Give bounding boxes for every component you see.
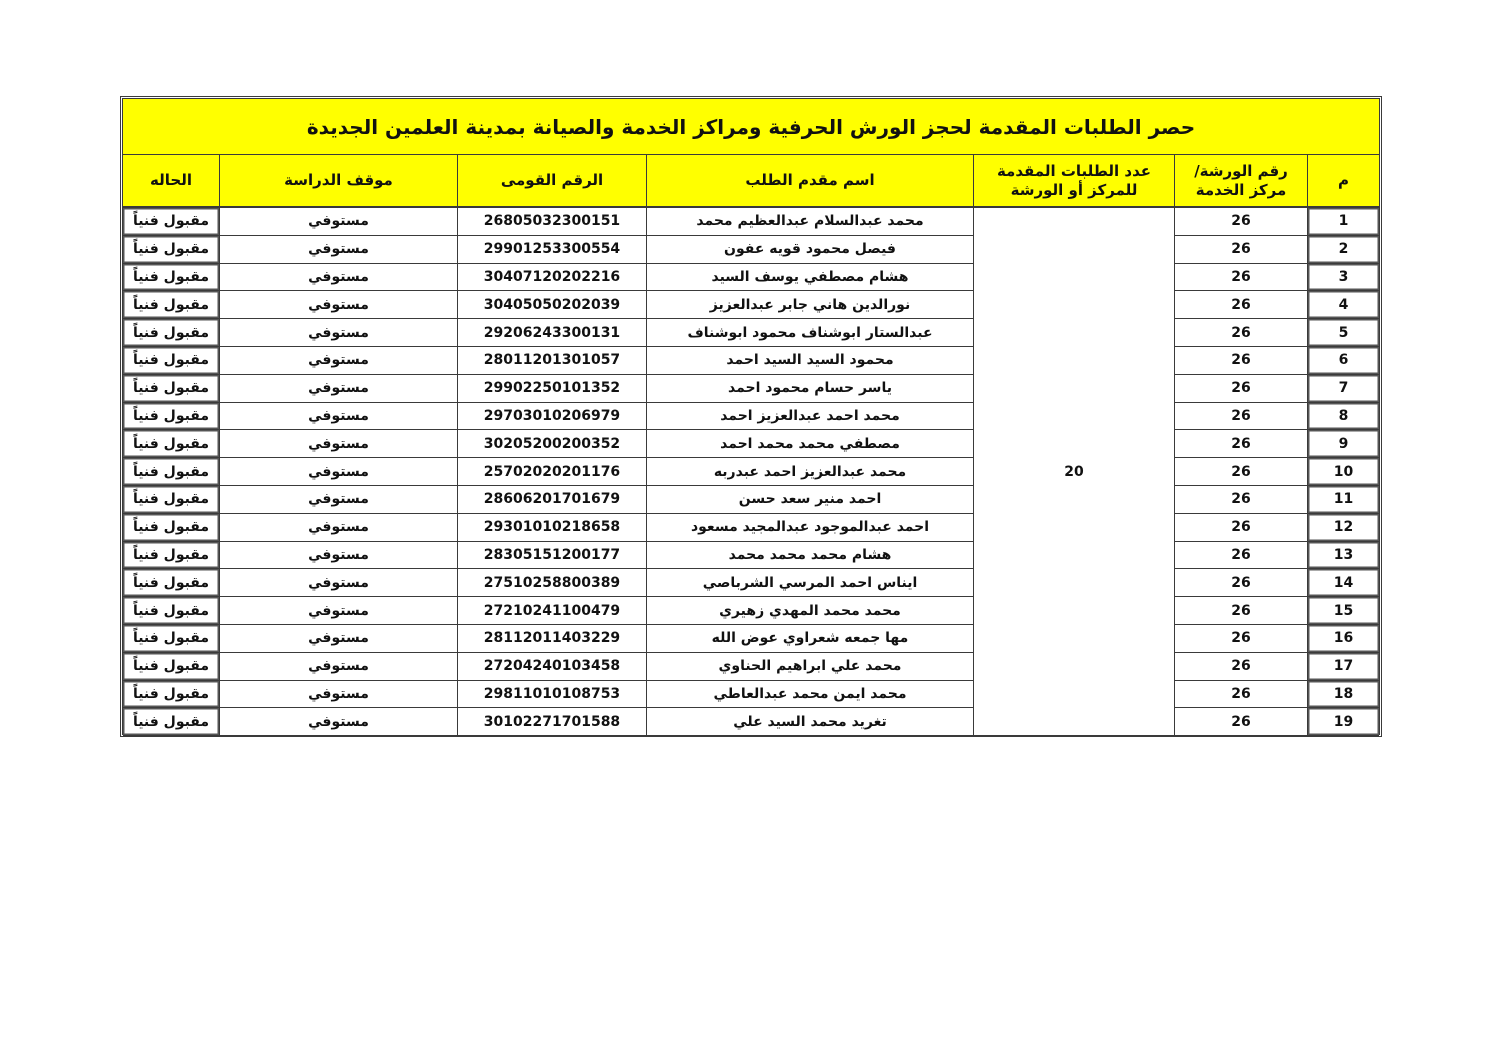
applicant-name-cell: ياسر حسام محمود احمد xyxy=(647,375,974,403)
status-cell: مقبول فنياً xyxy=(123,625,220,653)
national-id-cell: 26805032300151 xyxy=(458,208,647,236)
workshop-number-cell: 26 xyxy=(1175,375,1308,403)
national-id-cell: 30407120202216 xyxy=(458,264,647,292)
serial-cell: 13 xyxy=(1308,542,1379,570)
workshop-number-cell: 26 xyxy=(1175,625,1308,653)
serial-cell: 9 xyxy=(1308,430,1379,458)
applicant-name-cell: نورالدين هاني جابر عبدالعزيز xyxy=(647,291,974,319)
status-cell: مقبول فنياً xyxy=(123,236,220,264)
applicant-name-cell: محمد محمد المهدي زهيري xyxy=(647,597,974,625)
national-id-cell: 29301010218658 xyxy=(458,514,647,542)
national-id-cell: 27204240103458 xyxy=(458,653,647,681)
study-stance-cell: مستوفي xyxy=(220,569,458,597)
status-cell: مقبول فنياً xyxy=(123,264,220,292)
serial-cell: 5 xyxy=(1308,319,1379,347)
national-id-cell: 28305151200177 xyxy=(458,542,647,570)
requests-count-cell xyxy=(974,208,1175,736)
status-cell: مقبول فنياً xyxy=(123,430,220,458)
study-stance-cell: مستوفي xyxy=(220,542,458,570)
serial-cell: 1 xyxy=(1308,208,1379,236)
status-cell: مقبول فنياً xyxy=(123,208,220,236)
study-stance-cell: مستوفي xyxy=(220,375,458,403)
serial-cell: 4 xyxy=(1308,291,1379,319)
applicant-name-cell: فيصل محمود قويه عفون xyxy=(647,236,974,264)
workshop-number-cell: 26 xyxy=(1175,347,1308,375)
serial-cell: 16 xyxy=(1308,625,1379,653)
study-stance-cell: مستوفي xyxy=(220,208,458,236)
serial-cell: 7 xyxy=(1308,375,1379,403)
serial-cell: 11 xyxy=(1308,486,1379,514)
serial-cell: 8 xyxy=(1308,403,1379,431)
workshop-number-cell: 26 xyxy=(1175,708,1308,736)
study-stance-cell: مستوفي xyxy=(220,236,458,264)
workshop-number-cell: 26 xyxy=(1175,542,1308,570)
workshop-number-cell: 26 xyxy=(1175,291,1308,319)
applicant-name-cell: تغريد محمد السيد علي xyxy=(647,708,974,736)
workshop-number-cell: 26 xyxy=(1175,653,1308,681)
header-workshop-number: رقم الورشة/ مركز الخدمة xyxy=(1175,155,1308,208)
national-id-cell: 25702020201176 xyxy=(458,458,647,486)
study-stance-cell: مستوفي xyxy=(220,264,458,292)
national-id-cell: 27510258800389 xyxy=(458,569,647,597)
applications-table xyxy=(120,96,1382,737)
workshop-number-cell: 26 xyxy=(1175,681,1308,709)
serial-cell: 3 xyxy=(1308,264,1379,292)
applicant-name-cell: محمد ايمن محمد عبدالعاطي xyxy=(647,681,974,709)
national-id-cell: 30205200200352 xyxy=(458,430,647,458)
status-cell: مقبول فنياً xyxy=(123,375,220,403)
status-cell: مقبول فنياً xyxy=(123,569,220,597)
national-id-cell: 29901253300554 xyxy=(458,236,647,264)
study-stance-cell: مستوفي xyxy=(220,319,458,347)
header-study-stance: موقف الدراسة xyxy=(220,155,458,208)
study-stance-cell: مستوفي xyxy=(220,347,458,375)
study-stance-cell: مستوفي xyxy=(220,708,458,736)
status-cell: مقبول فنياً xyxy=(123,486,220,514)
national-id-cell: 29206243300131 xyxy=(458,319,647,347)
workshop-number-cell: 26 xyxy=(1175,458,1308,486)
study-stance-cell: مستوفي xyxy=(220,597,458,625)
workshop-number-cell: 26 xyxy=(1175,569,1308,597)
applicant-name-cell: محمود السيد السيد احمد xyxy=(647,347,974,375)
applicant-name-cell: محمد علي ابراهيم الحناوي xyxy=(647,653,974,681)
study-stance-cell: مستوفي xyxy=(220,653,458,681)
applicant-name-cell: مها جمعه شعراوي عوض الله xyxy=(647,625,974,653)
applicant-name-cell: هشام مصطفي يوسف السيد xyxy=(647,264,974,292)
serial-cell: 19 xyxy=(1308,708,1379,736)
workshop-number-cell: 26 xyxy=(1175,514,1308,542)
applicant-name-cell: مصطفي محمد محمد احمد xyxy=(647,430,974,458)
workshop-number-cell: 26 xyxy=(1175,486,1308,514)
study-stance-cell: مستوفي xyxy=(220,625,458,653)
workshop-number-cell: 26 xyxy=(1175,430,1308,458)
study-stance-cell: مستوفي xyxy=(220,514,458,542)
national-id-cell: 30405050202039 xyxy=(458,291,647,319)
study-stance-cell: مستوفي xyxy=(220,486,458,514)
workshop-number-cell: 26 xyxy=(1175,403,1308,431)
status-cell: مقبول فنياً xyxy=(123,542,220,570)
workshop-number-cell: 26 xyxy=(1175,597,1308,625)
header-status: الحاله xyxy=(123,155,220,208)
applicant-name-cell: محمد عبدالعزيز احمد عبدربه xyxy=(647,458,974,486)
national-id-cell: 28606201701679 xyxy=(458,486,647,514)
header-national-id: الرقم القومى xyxy=(458,155,647,208)
status-cell: مقبول فنياً xyxy=(123,597,220,625)
serial-cell: 17 xyxy=(1308,653,1379,681)
national-id-cell: 30102271701588 xyxy=(458,708,647,736)
study-stance-cell: مستوفي xyxy=(220,291,458,319)
status-cell: مقبول فنياً xyxy=(123,681,220,709)
national-id-cell: 28112011403229 xyxy=(458,625,647,653)
workshop-number-cell: 26 xyxy=(1175,236,1308,264)
header-requests-count: عدد الطلبات المقدمة للمركز أو الورشة xyxy=(974,155,1175,208)
serial-cell: 10 xyxy=(1308,458,1379,486)
national-id-cell: 29703010206979 xyxy=(458,403,647,431)
national-id-cell: 27210241100479 xyxy=(458,597,647,625)
applicant-name-cell: عبدالستار ابوشناف محمود ابوشناف xyxy=(647,319,974,347)
applicant-name-cell: ايناس احمد المرسي الشرباصي xyxy=(647,569,974,597)
study-stance-cell: مستوفي xyxy=(220,430,458,458)
status-cell: مقبول فنياً xyxy=(123,403,220,431)
status-cell: مقبول فنياً xyxy=(123,347,220,375)
status-cell: مقبول فنياً xyxy=(123,514,220,542)
applicant-name-cell: محمد احمد عبدالعزيز احمد xyxy=(647,403,974,431)
workshop-number-cell: 26 xyxy=(1175,319,1308,347)
workshop-number-cell: 26 xyxy=(1175,264,1308,292)
national-id-cell: 29811010108753 xyxy=(458,681,647,709)
serial-cell: 2 xyxy=(1308,236,1379,264)
header-serial: م xyxy=(1308,155,1379,208)
study-stance-cell: مستوفي xyxy=(220,681,458,709)
status-cell: مقبول فنياً xyxy=(123,708,220,736)
national-id-cell: 28011201301057 xyxy=(458,347,647,375)
applicant-name-cell: محمد عبدالسلام عبدالعظيم محمد xyxy=(647,208,974,236)
national-id-cell: 29902250101352 xyxy=(458,375,647,403)
serial-cell: 18 xyxy=(1308,681,1379,709)
status-cell: مقبول فنياً xyxy=(123,291,220,319)
requests-count-value: 20 xyxy=(1064,463,1084,480)
serial-cell: 15 xyxy=(1308,597,1379,625)
applicant-name-cell: هشام محمد محمد محمد xyxy=(647,542,974,570)
study-stance-cell: مستوفي xyxy=(220,403,458,431)
header-applicant-name: اسم مقدم الطلب xyxy=(647,155,974,208)
table-title: حصر الطلبات المقدمة لحجز الورش الحرفية ومراكز الخدمة والصيانة بمدينة العلمين الجديدة xyxy=(123,99,1379,155)
workshop-number-cell: 26 xyxy=(1175,208,1308,236)
serial-cell: 14 xyxy=(1308,569,1379,597)
serial-cell: 6 xyxy=(1308,347,1379,375)
status-cell: مقبول فنياً xyxy=(123,319,220,347)
applicant-name-cell: احمد عبدالموجود عبدالمجيد مسعود xyxy=(647,514,974,542)
serial-cell: 12 xyxy=(1308,514,1379,542)
status-cell: مقبول فنياً xyxy=(123,458,220,486)
study-stance-cell: مستوفي xyxy=(220,458,458,486)
applicant-name-cell: احمد منير سعد حسن xyxy=(647,486,974,514)
status-cell: مقبول فنياً xyxy=(123,653,220,681)
